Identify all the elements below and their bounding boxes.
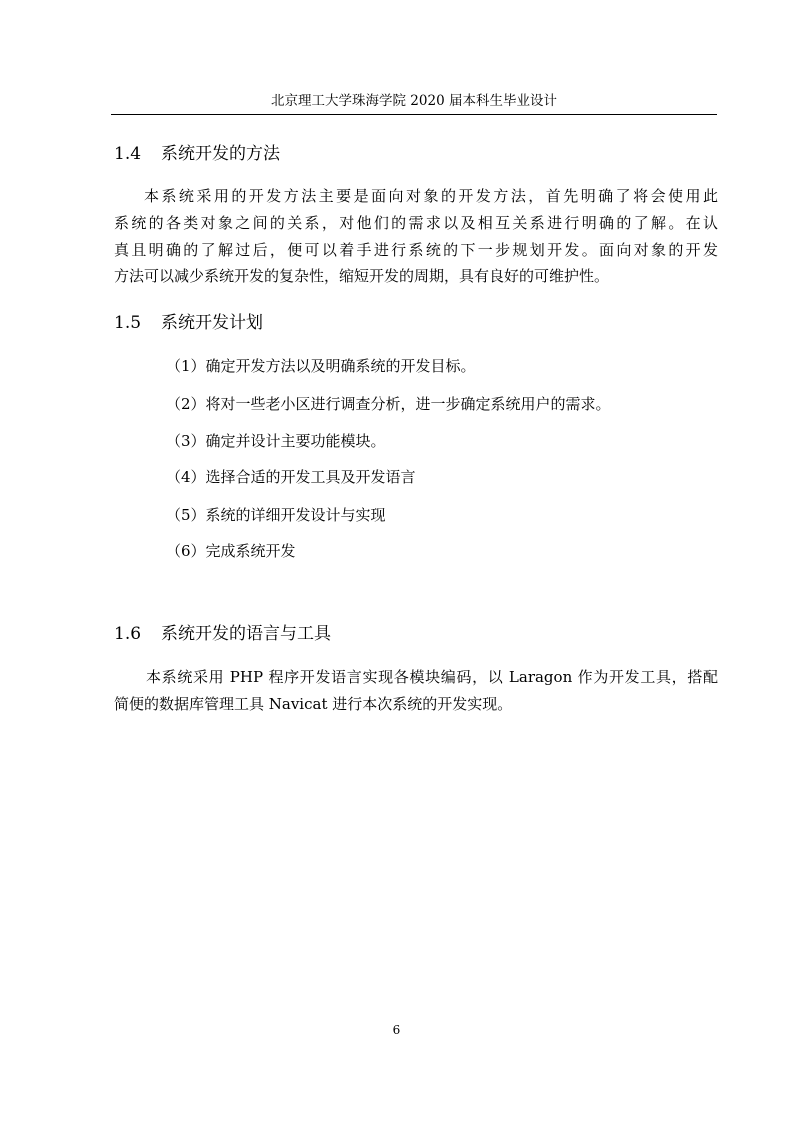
plan-list-item: （5）系统的详细开发设计与实现 <box>166 506 386 524</box>
plan-list-item: （3）确定并设计主要功能模块。 <box>166 432 386 450</box>
section-number: 1.4 <box>114 144 142 164</box>
paragraph-line: 简便的数据库管理工具 Navicat 进行本次系统的开发实现。 <box>114 695 513 713</box>
section-number: 1.5 <box>114 313 142 333</box>
section-title: 系统开发计划 <box>161 313 263 333</box>
section-heading-1-6 <box>114 623 331 645</box>
section-heading-1-5 <box>114 312 263 334</box>
paragraph-line: 本系统采用的开发方法主要是面向对象的开发方法，首先明确了将会使用此 <box>144 187 718 205</box>
header-divider <box>111 114 717 115</box>
paragraph-line: 本系统采用 PHP 程序开发语言实现各模块编码，以 Laragon 作为开发工具，搭配 <box>146 668 718 686</box>
plan-list-item: （2）将对一些老小区进行调查分析，进一步确定系统用户的需求。 <box>166 395 611 413</box>
section-title: 系统开发的语言与工具 <box>161 624 331 644</box>
section-number: 1.6 <box>114 624 142 644</box>
plan-list-item: （1）确定开发方法以及明确系统的开发目标。 <box>166 357 476 375</box>
paragraph-line: 方法可以减少系统开发的复杂性，缩短开发的周期，具有良好的可维护性。 <box>114 267 610 285</box>
paragraph-line: 真且明确的了解过后，便可以着手进行系统的下一步规划开发。面向对象的开发 <box>114 241 718 259</box>
page-number: 6 <box>392 1023 401 1037</box>
section-heading-1-4 <box>114 143 280 165</box>
running-header: 北京理工大学珠海学院 2020 届本科生毕业设计 <box>271 93 557 109</box>
section-title: 系统开发的方法 <box>161 144 280 164</box>
paragraph-line: 系统的各类对象之间的关系，对他们的需求以及相互关系进行明确的了解。在认 <box>114 214 718 232</box>
plan-list-item: （4）选择合适的开发工具及开发语言 <box>166 468 416 486</box>
plan-list-item: （6）完成系统开发 <box>166 542 296 560</box>
